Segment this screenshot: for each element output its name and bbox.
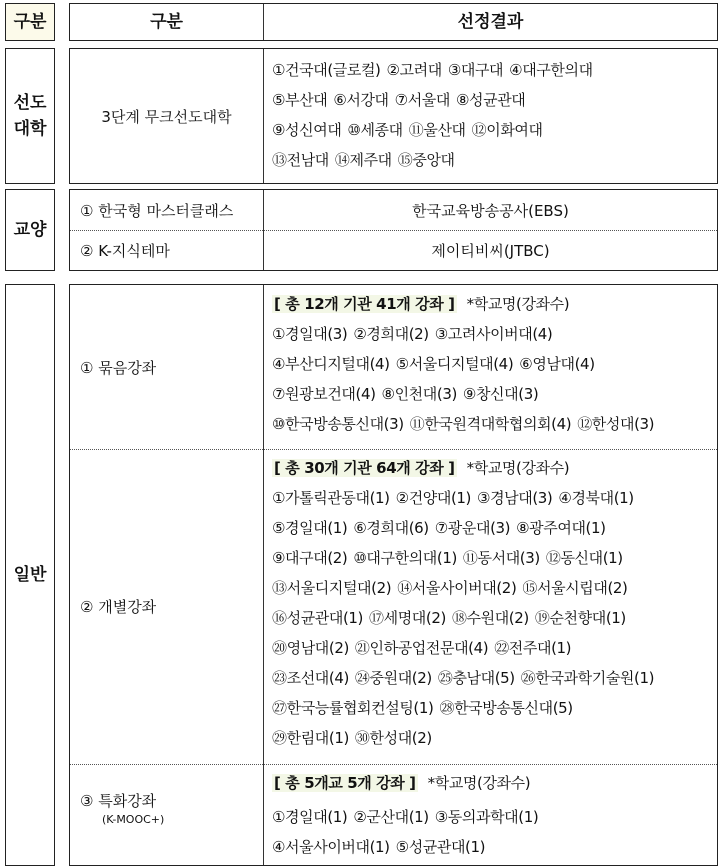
university-item: ⑧인천대(3) — [381, 385, 457, 403]
university-item: ②고려대 — [386, 61, 442, 79]
result-line — [272, 723, 717, 753]
general-label: 일반 — [13, 565, 47, 585]
result-line — [272, 513, 717, 543]
university-item: ⑪동서대(3) — [462, 549, 540, 567]
university-item: ②경희대(2) — [353, 325, 429, 343]
general-results-3 — [264, 764, 717, 865]
university-item: ⑩대구한의대(1) — [353, 549, 457, 567]
summary-line — [272, 453, 717, 483]
liberal-result-1 — [264, 190, 717, 230]
university-item: ④부산디지털대(4) — [272, 355, 390, 373]
leading-category-label: 3단계 무크선도대학 — [101, 107, 232, 126]
university-item: ⑳영남대(2) — [272, 639, 349, 657]
university-item: ③경남대(3) — [477, 489, 553, 507]
result-line — [272, 379, 717, 409]
section-label-liberal — [5, 189, 55, 271]
summary-badge: [ 총 12개 기관 41개 강좌 ] — [274, 295, 455, 313]
liberal-label: 교양 — [13, 220, 47, 240]
general-category-2-label: ② 개별강좌 — [80, 598, 157, 616]
university-item: ⑬서울디지털대(2) — [272, 579, 392, 597]
university-item: ⑤성균관대(1) — [395, 838, 486, 856]
university-item: ③대구대 — [447, 61, 504, 79]
header-col3 — [264, 4, 717, 40]
summary-badge: [ 총 30개 기관 64개 강좌 ] — [274, 459, 455, 477]
liberal-category-1 — [70, 190, 264, 230]
university-item: ⑰세명대(2) — [369, 609, 446, 627]
liberal-category-2 — [70, 230, 264, 270]
liberal-result-2-label: 제이티비씨(JTBC) — [431, 241, 550, 260]
header-col1-label: 구분 — [13, 12, 47, 32]
university-item: ⑲순천향대(1) — [534, 609, 626, 627]
university-item: ⑬전남대 — [272, 151, 329, 169]
result-line — [272, 349, 717, 379]
university-item: ⑱수원대(2) — [451, 609, 529, 627]
university-item: ⑨창신대(3) — [462, 385, 539, 403]
university-item: ⑨성신여대 — [272, 121, 342, 139]
general-results-2 — [264, 449, 717, 764]
university-item: ⑥영남대(4) — [519, 355, 595, 373]
university-item: ㉔중원대(2) — [354, 669, 432, 687]
general-category-1-label: ① 묶음강좌 — [80, 358, 157, 377]
general-results-1 — [264, 285, 717, 449]
university-item: ⑤서울디지털대(4) — [395, 355, 514, 373]
general-category-2 — [70, 449, 264, 764]
header-row — [69, 3, 718, 41]
result-line — [272, 55, 717, 85]
university-item: ⑧성균관대 — [455, 91, 526, 109]
university-item: ㉒전주대(1) — [494, 639, 572, 657]
university-item: ⑤부산대 — [272, 91, 328, 109]
university-item: ⑨대구대(2) — [272, 549, 348, 567]
university-item: ⑩세종대 — [347, 121, 403, 139]
result-line — [272, 319, 717, 349]
university-item: ⑫한성대(3) — [577, 415, 655, 433]
summary-line — [272, 289, 717, 319]
result-line — [272, 145, 717, 175]
result-line — [272, 573, 717, 603]
university-item: ㉗한국능률협회컨설팅(1) — [272, 699, 434, 717]
liberal-category-2-label: ② K-지식테마 — [80, 241, 170, 260]
summary-note: *학교명(강좌수) — [466, 295, 570, 313]
university-item: ⑪한국원격대학협의회(4) — [409, 415, 572, 433]
university-item: ⑥경희대(6) — [353, 519, 429, 537]
summary-line — [272, 768, 717, 798]
university-item: ⑭제주대 — [334, 151, 392, 169]
university-item: ②군산대(1) — [353, 808, 429, 826]
university-item: ⑫동신대(1) — [545, 549, 623, 567]
university-item: ⑥서강대 — [333, 91, 389, 109]
university-item: ⑦광운대(3) — [434, 519, 511, 537]
liberal-category-1-label: ① 한국형 마스터클래스 — [80, 201, 234, 220]
university-item: ⑫이화여대 — [471, 121, 543, 139]
university-item: ④대구한의대 — [509, 61, 593, 79]
university-item: ⑮서울시립대(2) — [522, 579, 628, 597]
university-item: ③동의과학대(1) — [434, 808, 539, 826]
university-item: ④경북대(1) — [558, 489, 634, 507]
university-item: ⑯성균관대(1) — [272, 609, 364, 627]
leading-label-line1: 선도 — [13, 93, 47, 113]
summary-note: *학교명(강좌수) — [466, 459, 570, 477]
result-line — [272, 483, 717, 513]
university-item: ⑩한국방송통신대(3) — [272, 415, 404, 433]
university-item: ㉕충남대(5) — [437, 669, 515, 687]
result-line — [272, 85, 717, 115]
university-item: ㉓조선대(4) — [272, 669, 349, 687]
leading-table — [69, 48, 718, 184]
section-label-general — [5, 284, 55, 866]
result-line — [272, 663, 717, 693]
result-line — [272, 603, 717, 633]
result-line — [272, 543, 717, 573]
general-category-3-label: ③ 특화강좌 — [80, 792, 157, 810]
section-label-leading — [5, 48, 55, 184]
university-item: ①건국대(글로컬) — [272, 61, 381, 79]
header-col2-label: 구분 — [150, 12, 183, 32]
liberal-result-2 — [264, 230, 717, 270]
university-item: ①경일대(3) — [272, 325, 348, 343]
general-category-1 — [70, 285, 264, 449]
university-item: ⑤경일대(1) — [272, 519, 348, 537]
liberal-result-1-label: 한국교육방송공사(EBS) — [412, 201, 569, 220]
general-category-3-sublabel: (K-MOOC+) — [102, 813, 165, 826]
leading-label-line2: 대학 — [13, 119, 47, 139]
university-item: ⑦원광보건대(4) — [272, 385, 376, 403]
university-item: ⑪울산대 — [408, 121, 466, 139]
liberal-table — [69, 189, 718, 271]
university-item: ⑭서울사이버대(2) — [397, 579, 517, 597]
header-col2 — [70, 4, 264, 40]
leading-results — [264, 49, 717, 183]
university-item: ㉑인하공업전문대(4) — [354, 639, 489, 657]
header-col1 — [5, 3, 55, 41]
university-item: ㉚한성대(2) — [354, 729, 432, 747]
university-item: ⑦서울대 — [394, 91, 450, 109]
university-item: ④서울사이버대(1) — [272, 838, 390, 856]
header-col3-label: 선정결과 — [457, 12, 524, 32]
summary-badge: [ 총 5개교 5개 강좌 ] — [274, 774, 416, 792]
result-line — [272, 802, 717, 832]
result-line — [272, 832, 717, 862]
university-item: ①경일대(1) — [272, 808, 348, 826]
result-line — [272, 693, 717, 723]
leading-category — [70, 49, 264, 183]
university-item: ㉘한국방송통신대(5) — [439, 699, 573, 717]
result-line — [272, 115, 717, 145]
university-item: ③고려사이버대(4) — [434, 325, 553, 343]
result-line — [272, 633, 717, 663]
university-item: ⑧광주여대(1) — [516, 519, 606, 537]
university-item: ②건양대(1) — [395, 489, 472, 507]
university-item: ㉙한림대(1) — [272, 729, 349, 747]
general-table — [69, 284, 718, 866]
result-line — [272, 409, 717, 439]
university-item: ㉖한국과학기술원(1) — [520, 669, 655, 687]
general-category-3 — [70, 764, 264, 865]
university-item: ①가톨릭관동대(1) — [272, 489, 390, 507]
university-item: ⑮중앙대 — [397, 151, 455, 169]
summary-note: *학교명(강좌수) — [427, 774, 531, 792]
